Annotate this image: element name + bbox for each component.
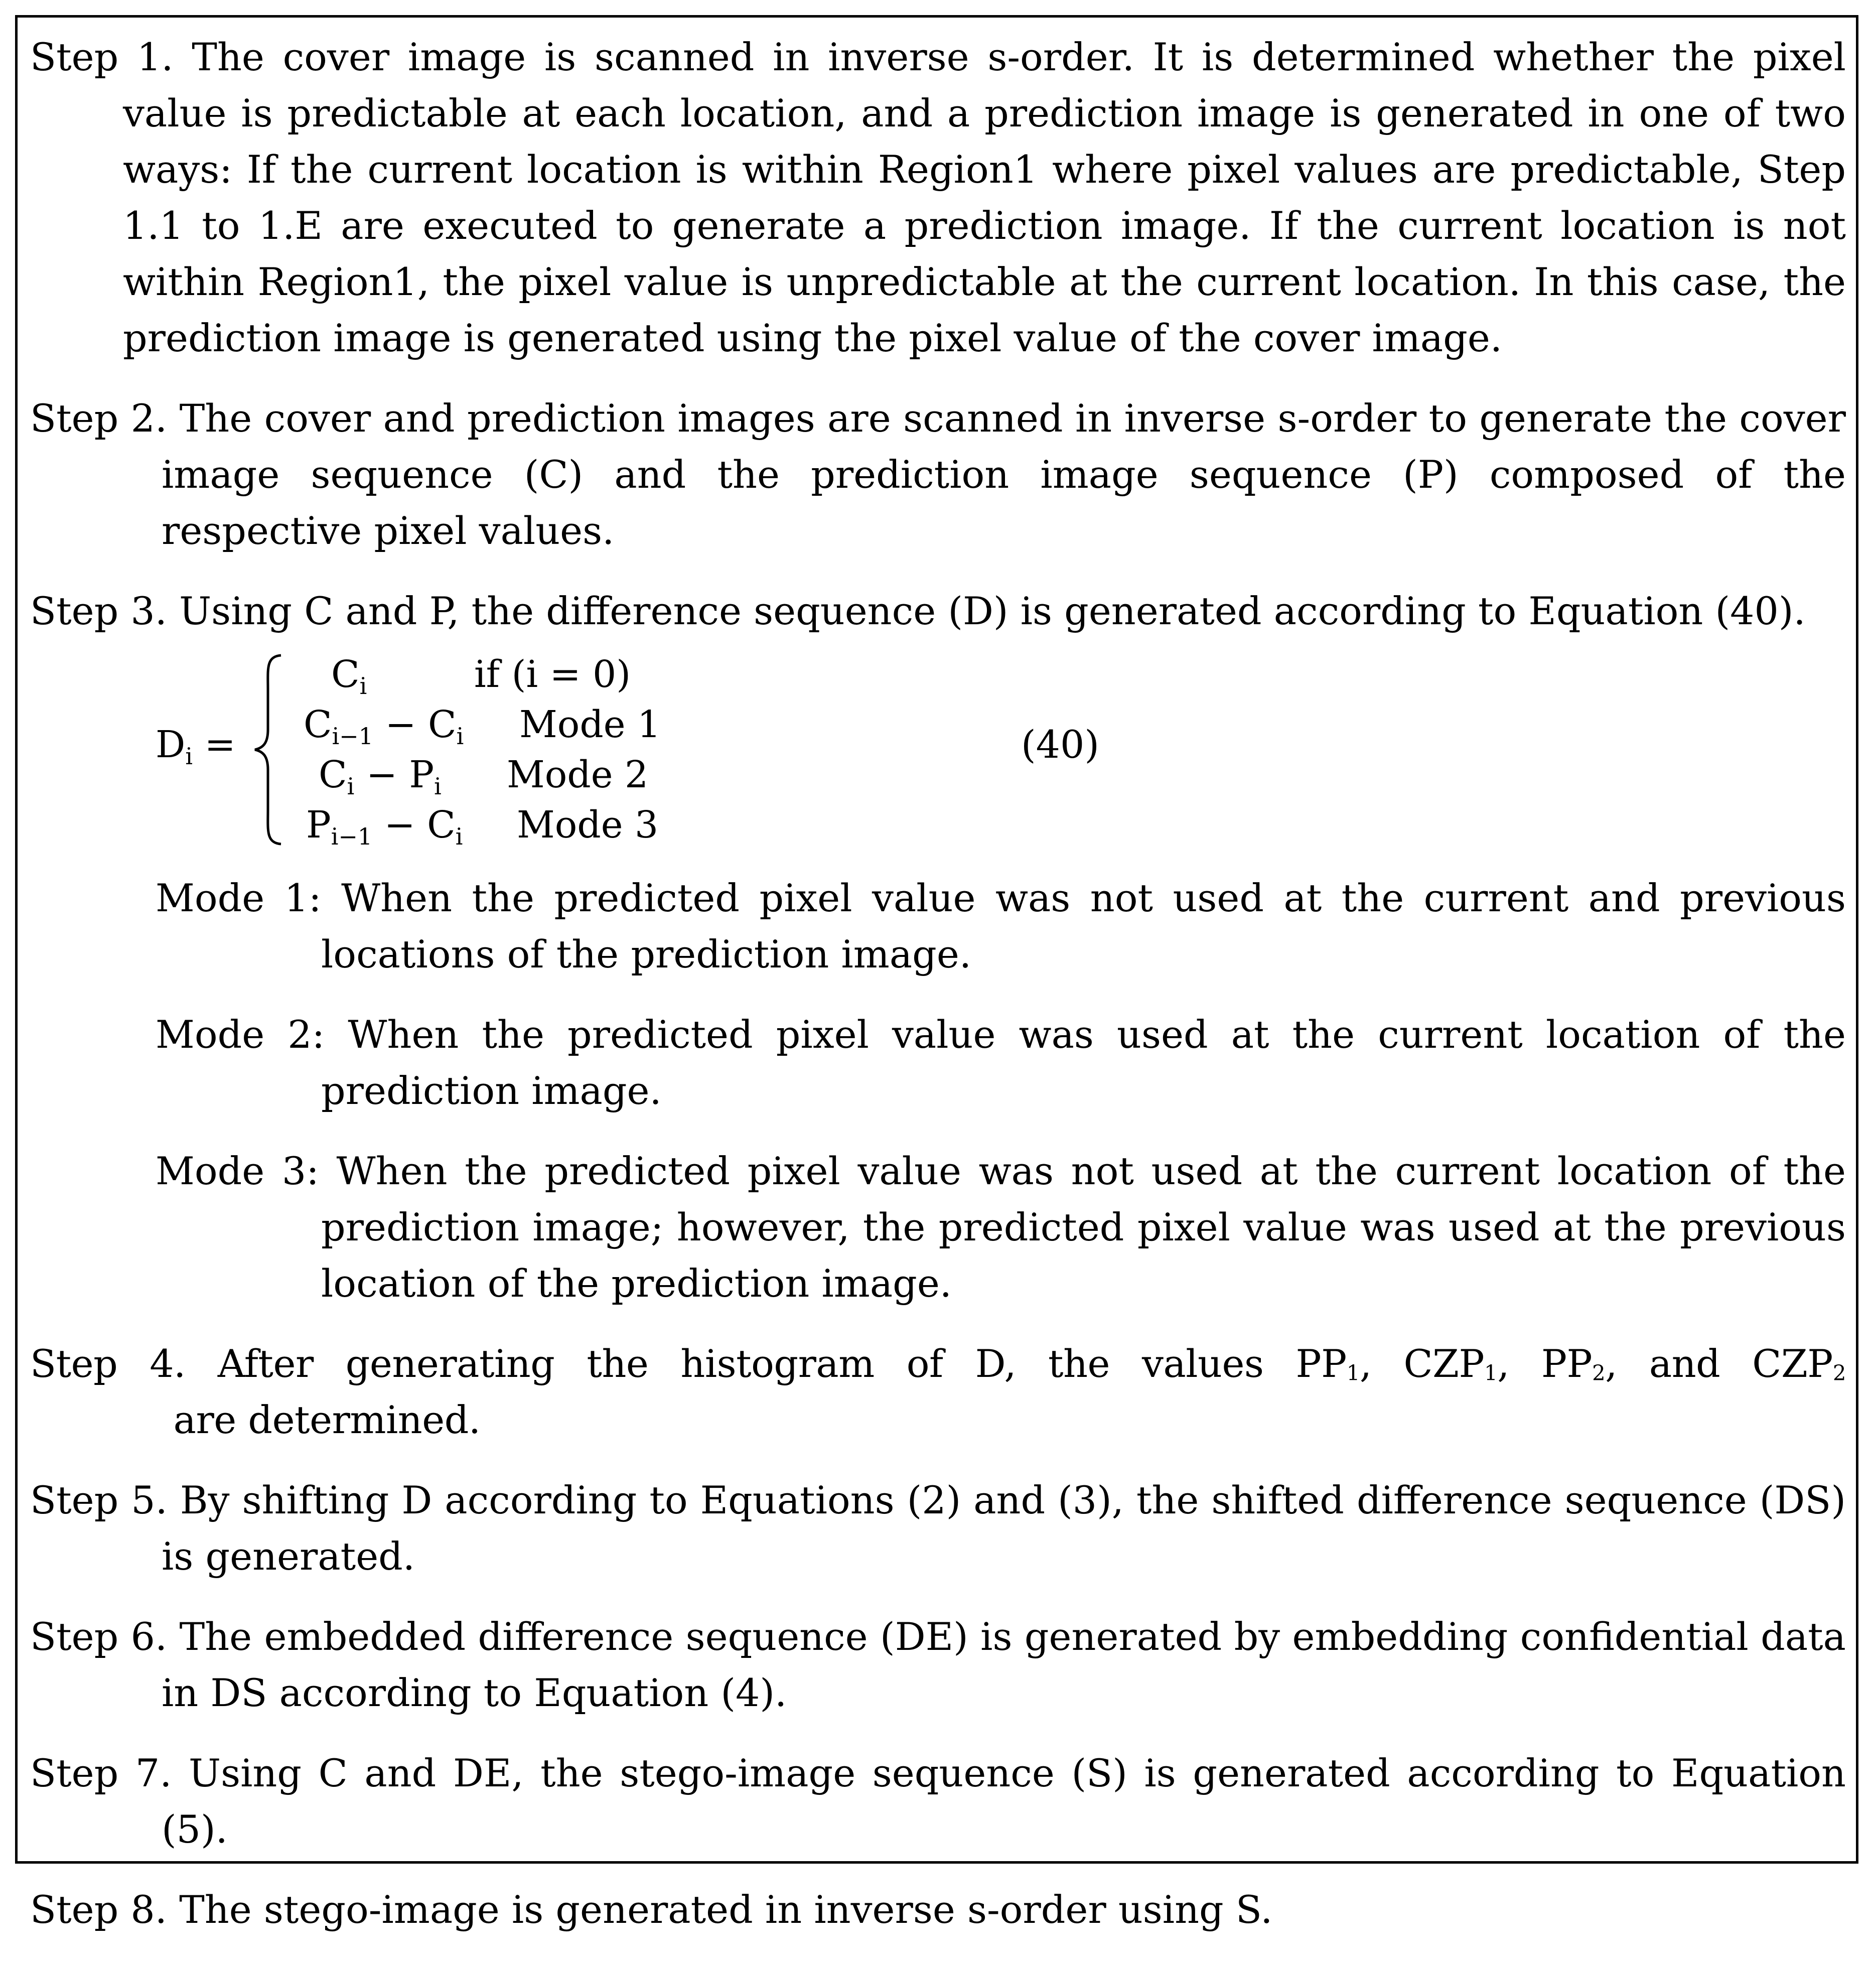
- algorithm-content: [30, 29, 1846, 1962]
- step-7-label: Step 7.: [30, 1751, 172, 1795]
- step-7-text: Using C and DE, the stego-image sequence (S) is generated according to Equation (5).: [162, 1751, 1846, 1852]
- mode-2-text: When the predicted pixel value was used at the current location of the prediction image.: [321, 1012, 1846, 1113]
- step-5-label: Step 5.: [30, 1478, 168, 1522]
- step-6: [30, 1609, 1846, 1721]
- step-3: [30, 583, 1846, 639]
- step-4-label: Step 4.: [30, 1341, 186, 1386]
- step-8-label: Step 8.: [30, 1887, 167, 1932]
- step-2: [30, 390, 1846, 559]
- step-8-text: The stego-image is generated in inverse s-order using S.: [179, 1887, 1273, 1932]
- equation-row-4-cond: Mode 3: [517, 803, 659, 847]
- equation-row-1-cond: if (i = 0): [474, 653, 631, 696]
- equation-row-2-cond: Mode 1: [519, 703, 661, 746]
- step-1-text: The cover image is scanned in inverse s-order. It is determined whether the pixel value is predictable at each location, and a prediction image is generated in one of two ways: If the current location is within Region1 where pixel values are predictable, Step 1.1 to 1.E are executed to generate a prediction image. If the current location is not within Region1, the pixel value is unpredictable at the current location. In this case, the prediction image is generated using the pixel value of the cover image.: [123, 35, 1846, 360]
- step-8: [30, 1882, 1846, 1938]
- equation-40: [30, 649, 1846, 850]
- step-5: [30, 1472, 1846, 1585]
- step-2-label: Step 2.: [30, 396, 168, 441]
- step-7: [30, 1745, 1846, 1858]
- step-4: [30, 1336, 1846, 1448]
- step-2-text: The cover and prediction images are scanned in inverse s-order to generate the cover image sequence (C) and the prediction image sequence (P) composed of the respective pixel values.: [162, 396, 1846, 553]
- mode-2-description: [156, 1007, 1846, 1119]
- equation-row-2-expr: $C_{i-1} - C_i$: [304, 703, 464, 750]
- mode-3-text: When the predicted pixel value was not used at the current location of the prediction image; however, the predicted pixel value was used at the previous location of the prediction image.: [321, 1149, 1846, 1306]
- mode-2-label: Mode 2:: [156, 1012, 325, 1057]
- mode-1-description: [156, 870, 1846, 983]
- step-3-label: Step 3.: [30, 589, 167, 633]
- equation-row-3-expr: $C_i - P_i$: [319, 753, 442, 800]
- mode-3-label: Mode 3:: [156, 1149, 319, 1193]
- step-6-label: Step 6.: [30, 1614, 168, 1659]
- left-brace-icon: [251, 649, 286, 850]
- equation-row-1-expr: $C_i$: [331, 653, 367, 699]
- step-1: [30, 29, 1846, 366]
- step-5-text: By shifting D according to Equations (2) and (3), the shifted difference sequence (DS) is generated.: [162, 1478, 1846, 1579]
- step-3-text: Using C and P, the difference sequence (D) is generated according to Equation (40).: [179, 589, 1806, 633]
- equation-lhs: $D_i$ =: [156, 723, 236, 770]
- step-4-text: After generating the histogram of D, the values $PP_1$, $CZP_1$, $PP_2$, and $CZP_2$ are determined.: [162, 1341, 1846, 1442]
- step-1-label: Step 1.: [30, 35, 174, 79]
- mode-1-label: Mode 1:: [156, 876, 322, 920]
- mode-1-text: When the predicted pixel value was not used at the current and previous locations of the prediction image.: [321, 876, 1846, 976]
- equation-number: (40): [1021, 722, 1100, 767]
- step-6-text: The embedded difference sequence (DE) is generated by embedding confidential data in DS according to Equation (4).: [162, 1614, 1846, 1715]
- equation-row-4-expr: $P_{i-1} - C_i$: [306, 803, 463, 850]
- mode-3-description: [156, 1143, 1846, 1312]
- equation-row-3-cond: Mode 2: [507, 753, 649, 796]
